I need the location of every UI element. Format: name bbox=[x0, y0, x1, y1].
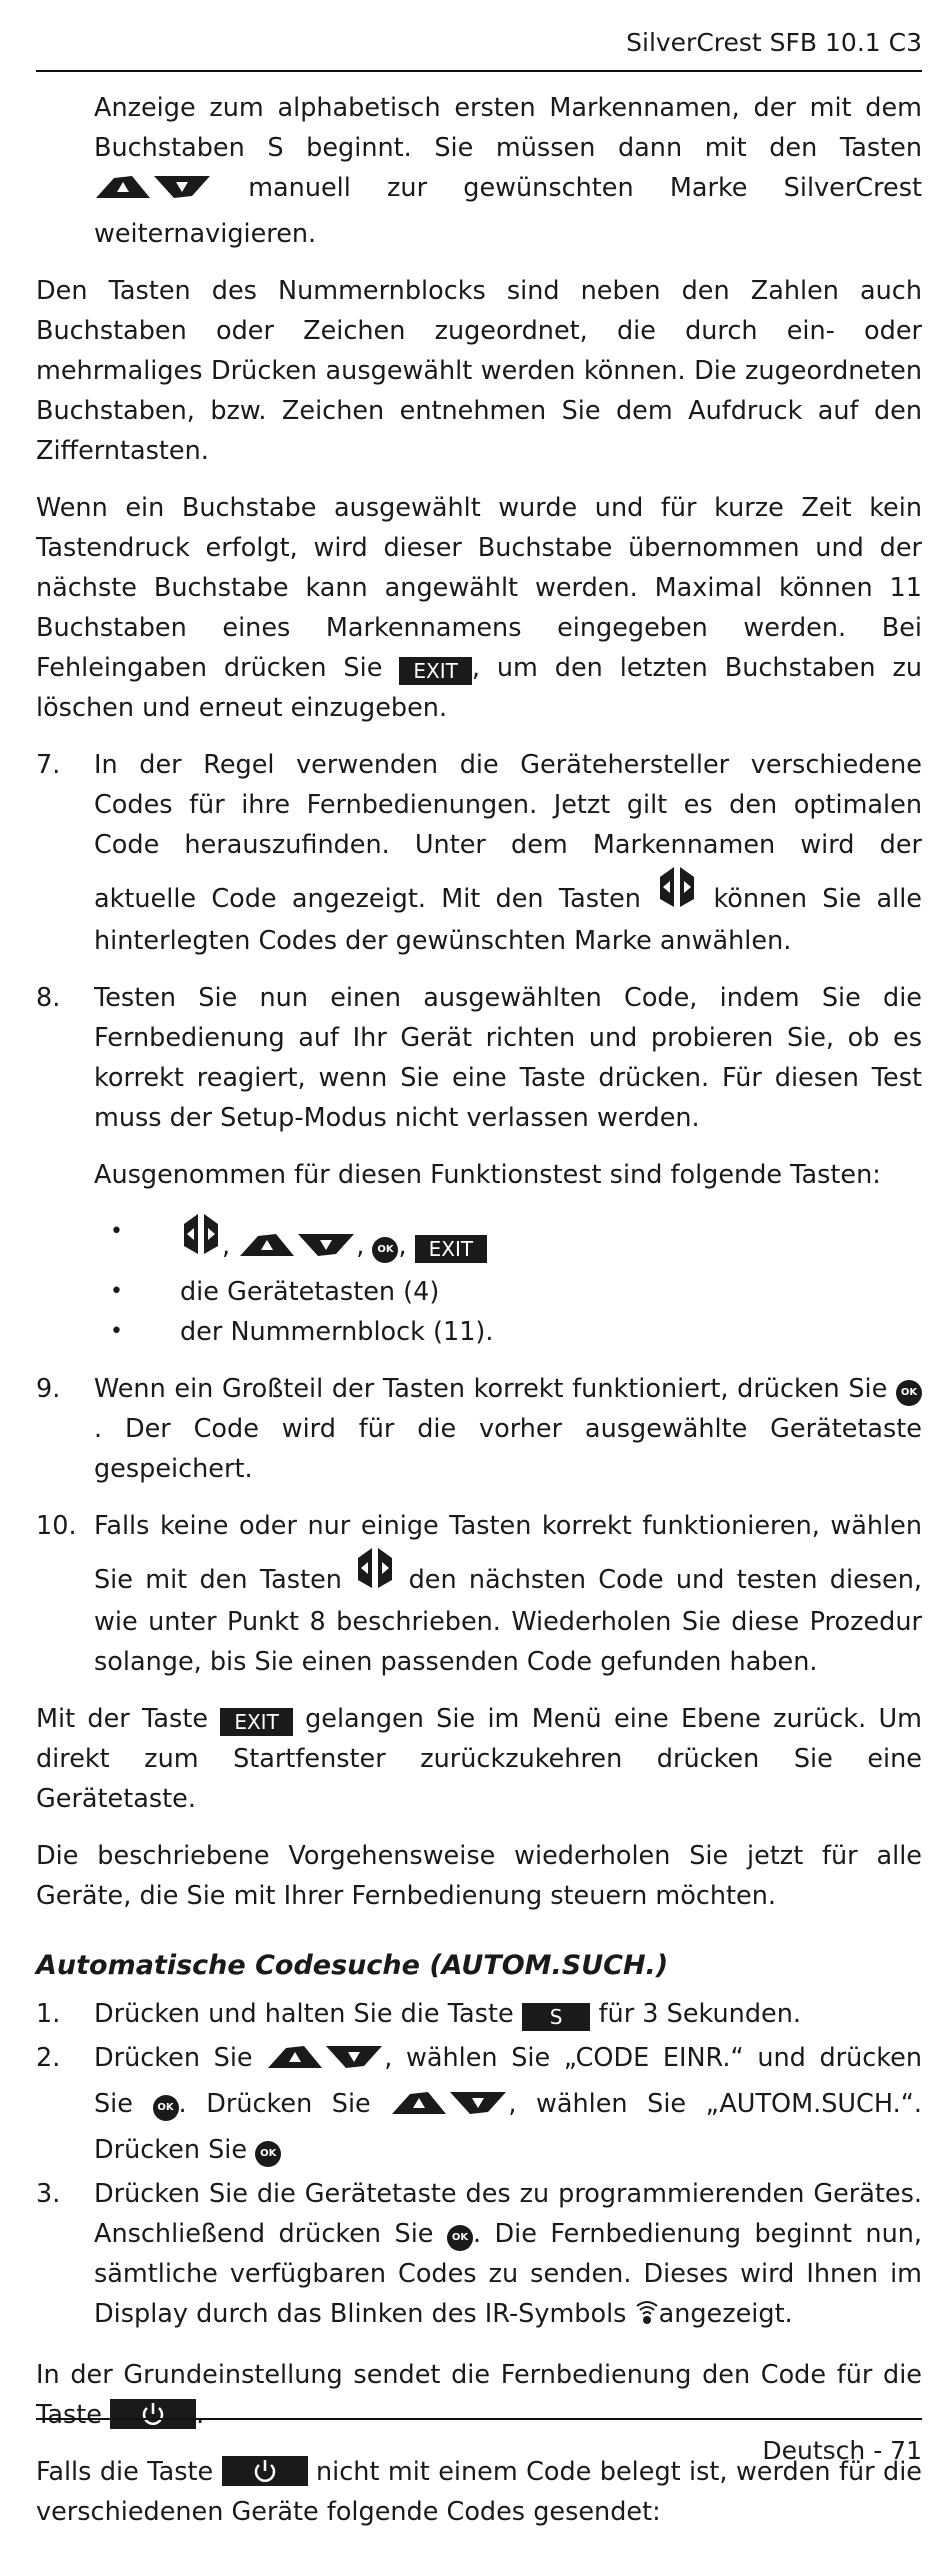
up-down-keys-icon bbox=[94, 172, 212, 214]
page-footer: Deutsch - 71 bbox=[762, 2436, 922, 2465]
left-right-keys-icon bbox=[354, 1546, 396, 1602]
ok-key-icon: OK bbox=[153, 2095, 179, 2121]
excluded-keys-list bbox=[36, 1212, 922, 1352]
paragraph: Falls die Taste nicht mit einem Code belegt ist, werden für die verschiedenen Geräte folgende Codes gesendet: bbox=[36, 2457, 922, 2527]
up-down-keys-icon bbox=[390, 2088, 508, 2130]
list-item: 2. Drücken Sie , wählen Sie „CODE EINR.“ und drücken Sie OK . Drücken Sie , wählen Sie „AUTOM.SUCH.“. Drücken Sie OK bbox=[36, 2043, 923, 2165]
list-item: • die Gerätetasten (4) bbox=[110, 1277, 440, 1307]
left-right-keys-icon bbox=[180, 1212, 222, 1268]
power-key-icon bbox=[222, 2456, 308, 2486]
exit-key-icon: EXIT bbox=[415, 1235, 487, 1263]
list-item: 1. Drücken und halten Sie die Taste S für 3 Sekunden. bbox=[36, 1999, 801, 2029]
paragraph: Wenn ein Buchstabe ausgewählt wurde und für kurze Zeit kein Tastendruck erfolgt, wird dieser Buchstabe übernommen und der nächste Buchstabe kann angewählt werden. Maximal können 11 Buchstaben eines Markennamens eingegeben werden. Bei Fehleingaben drücken Sie EXIT , um den letzten Buchstaben zu löschen und erneut einzugeben. bbox=[36, 493, 922, 723]
paragraph: Ausgenommen für diesen Funktionstest sind folgende Tasten: bbox=[94, 1160, 881, 1190]
up-down-keys-icon bbox=[238, 1230, 356, 1272]
list-item: 9. Wenn ein Großteil der Tasten korrekt funktioniert, drücken Sie OK. Der Code wird für die vorher ausgewählte Gerätetaste gespeichert. bbox=[36, 1374, 922, 1484]
footer-rule bbox=[36, 2418, 922, 2420]
paragraph: Anzeige zum alphabetisch ersten Markennamen, der mit dem Buchstaben S beginnt. Sie müssen dann mit den Tasten manuell zur gewünschten Marke SilverCrest weiternavigieren. bbox=[94, 93, 923, 249]
list-item: • der Nummernblock (11). bbox=[110, 1317, 494, 1347]
paragraph: Den Tasten des Nummernblocks sind neben den Zahlen auch Buchstaben oder Zeichen zugeordnet, die durch ein- oder mehrmaliges Drücken ausgewählt werden können. Die zugeordneten Buchstaben, bzw. Zeichen entnehmen Sie dem Aufdruck auf den Zifferntasten. bbox=[36, 276, 922, 466]
ir-signal-icon bbox=[635, 2298, 659, 2338]
list-item: • , , OK , EXIT bbox=[36, 1212, 922, 1272]
list-item: 8. Testen Sie nun einen ausgewählten Code, indem Sie die Fernbedienung auf Ihr Gerät richten und probieren Sie, ob es korrekt reagiert, wenn Sie eine Taste drücken. Für diesen Test muss der Setup-Modus nicht verlassen werden. bbox=[36, 983, 922, 1133]
paragraph: Mit der Taste EXIT gelangen Sie im Menü eine Ebene zurück. Um direkt zum Startfenster zurückzukehren drücken Sie eine Gerätetaste. bbox=[36, 1704, 922, 1814]
header-rule bbox=[36, 70, 922, 72]
left-right-keys-icon bbox=[656, 865, 698, 921]
ok-key-icon: OK bbox=[255, 2141, 281, 2167]
list-item: 3. Drücken Sie die Gerätetaste des zu programmierenden Gerätes. Anschließend drücken Sie OK . Die Fernbedienung beginnt nun, sämtliche verfügbaren Codes zu senden. Dieses wird Ihnen im Display durch das Blinken des IR-Symbols angezeigt. bbox=[36, 2174, 922, 2338]
list-item: 10. Falls keine oder nur einige Tasten korrekt funktionieren, wählen Sie mit den Tasten den nächsten Code und testen diesen, wie unter Punkt 8 beschrieben. Wiederholen Sie diese Prozedur solange, bis Sie einen passenden Code gefunden haben. bbox=[36, 1511, 923, 1677]
up-down-keys-icon bbox=[266, 2042, 384, 2084]
paragraph: In der Grundeinstellung sendet die Fernbedienung den Code für die Taste . bbox=[36, 2360, 922, 2430]
s-key-icon: S bbox=[522, 2003, 591, 2031]
list-item: 7. In der Regel verwenden die Gerätehersteller verschiedene Codes für ihre Fernbedienungen. Jetzt gilt es den optimalen Code herauszufinden. Unter dem Markennamen wird der aktuelle Code angezeigt. Mit den Tasten können Sie alle hinterlegten Codes der gewünschten Marke anwählen. bbox=[36, 750, 922, 956]
ok-key-icon: OK bbox=[896, 1380, 922, 1406]
exit-key-icon: EXIT bbox=[220, 1708, 292, 1736]
document-body bbox=[36, 88, 922, 2549]
ok-key-icon: OK bbox=[447, 2225, 473, 2251]
ok-key-icon: OK bbox=[372, 1237, 398, 1263]
power-key-icon bbox=[110, 2399, 196, 2429]
exit-key-icon: EXIT bbox=[399, 657, 471, 685]
paragraph: Die beschriebene Vorgehensweise wiederholen Sie jetzt für alle Geräte, die Sie mit Ihrer Fernbedienung steuern möchten. bbox=[36, 1841, 922, 1911]
section-heading: Automatische Codesuche (AUTOM.SUCH.) bbox=[36, 1950, 669, 1981]
page-header: SilverCrest SFB 10.1 C3 bbox=[626, 28, 922, 57]
